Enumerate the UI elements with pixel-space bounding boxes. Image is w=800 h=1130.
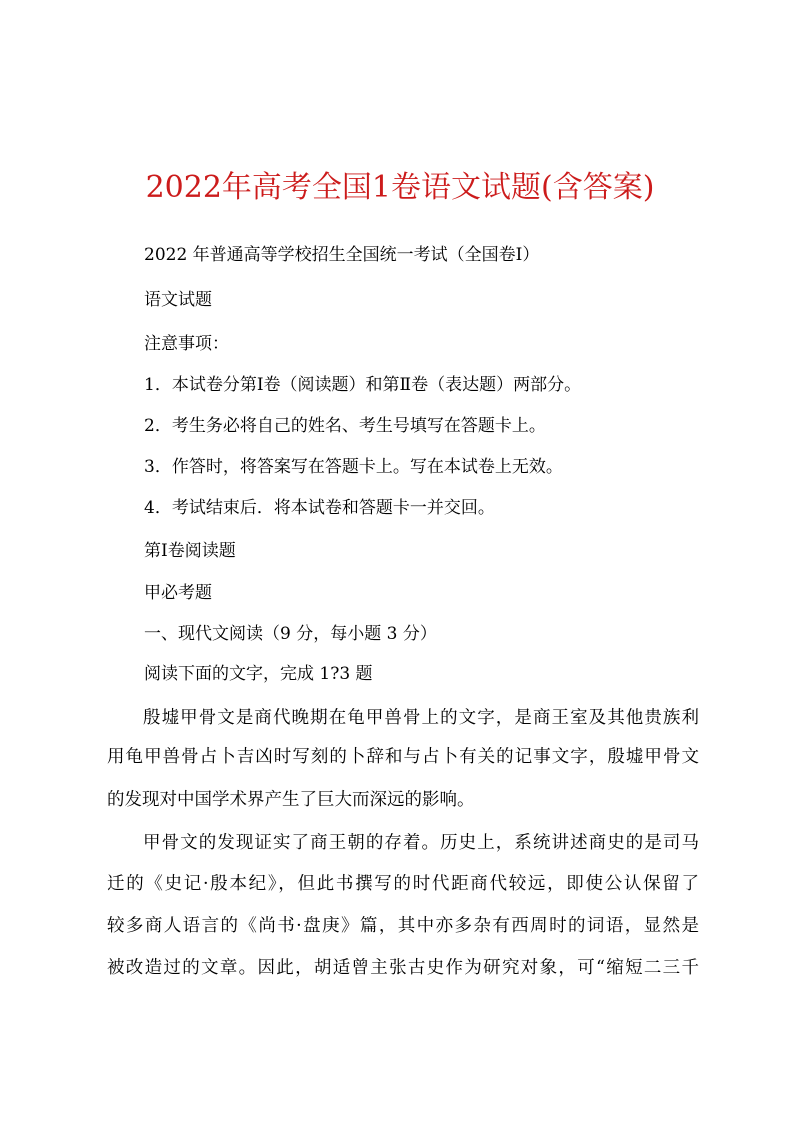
paragraph-2-line-3: 较多商人语言的《尚书·盘庚》篇，其中亦多杂有西周时的词语，显然是: [107, 916, 699, 936]
paragraph-1-line-1: 殷墟甲骨文是商代晚期在龟甲兽骨上的文字，是商王室及其他贵族利: [143, 708, 699, 728]
section-heading-required: 甲必考题: [144, 583, 212, 603]
paragraph-2-line-2: 迁的《史记·殷本纪》，但此书撰写的时代距商代较远，即使公认保留了: [107, 874, 699, 894]
notice-item-1: 1．本试卷分第Ⅰ卷（阅读题）和第Ⅱ卷（表达题）两部分。: [144, 375, 582, 395]
notice-item-3: 3．作答时，将答案写在答题卡上。写在本试卷上无效。: [144, 457, 563, 477]
subject-line: 语文试题: [144, 290, 212, 310]
notice-heading: 注意事项：: [144, 334, 229, 354]
paragraph-2-line-4: 被改造过的文章。因此，胡适曾主张古史作为研究对象，可“缩短二三千: [107, 958, 699, 978]
paragraph-1-line-2: 用龟甲兽骨占卜吉凶时写刻的卜辞和与占卜有关的记事文字，殷墟甲骨文: [107, 747, 699, 767]
paragraph-2-line-1: 甲骨文的发现证实了商王朝的存着。历史上，系统讲述商史的是司马: [143, 833, 699, 853]
exam-name-line: 2022 年普通高等学校招生全国统一考试（全国卷Ⅰ）: [144, 245, 540, 265]
section-heading-modern-reading: 一、现代文阅读（9 分，每小题 3 分）: [144, 624, 437, 644]
paragraph-1-line-3: 的发现对中国学术界产生了巨大而深远的影响。: [107, 790, 475, 810]
document-title: 2022年高考全国1卷语文试题(含答案): [145, 170, 655, 205]
notice-item-4: 4．考试结束后．将本试卷和答题卡一并交回。: [144, 498, 495, 518]
notice-item-2: 2．考生务必将自己的姓名、考生号填写在答题卡上。: [144, 416, 546, 436]
reading-instruction: 阅读下面的文字，完成 1?3 题: [144, 664, 373, 684]
section-heading-volume-1: 第Ⅰ卷阅读题: [144, 541, 236, 561]
